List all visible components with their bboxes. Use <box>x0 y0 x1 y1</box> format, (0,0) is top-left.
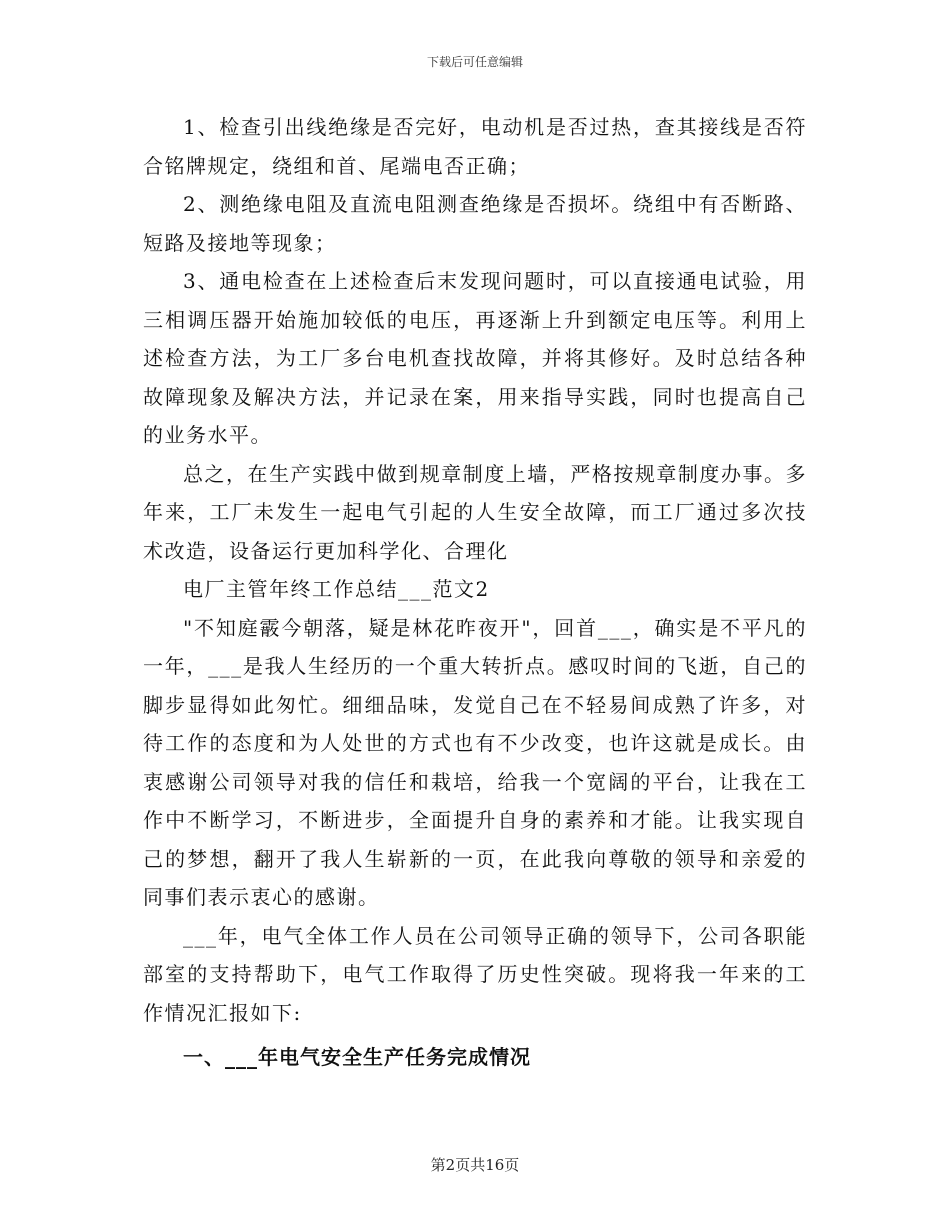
section-heading: 一、___年电气安全生产任务完成情况 <box>183 1045 531 1069</box>
paragraph-summary: 总之，在生产实践中做到规章制度上墙，严格按规章制度办事。多年来，工厂未发生一起电气引起的人生安全故障，而工厂通过多次技术改造，设备运行更加科学化、合理化 <box>143 461 807 563</box>
document-body <box>143 108 807 1077</box>
paragraph-work-report-intro: ___年，电气全体工作人员在公司领导正确的领导下，公司各职能部室的支持帮助下，电气工作取得了历史性突破。现将我一年来的工作情况汇报如下: <box>143 923 807 1025</box>
paragraph-measure-insulation: 2、测绝缘电阻及直流电阻测查绝缘是否损坏。绕组中有否断路、短路及接地等现象； <box>143 192 807 255</box>
paragraph-check-lead-insulation: 1、检查引出线绝缘是否完好，电动机是否过热，查其接线是否符合铭牌规定，绕组和首、尾端电否正确； <box>143 115 807 178</box>
paragraph-power-on-check: 3、通电检查在上述检查后末发现问题时，可以直接通电试验，用三相调压器开始施加较低的电压，再逐渐上升到额定电压等。利用上述检查方法，为工厂多台电机查找故障，并将其修好。及时总结各种故障现象及解决方法，并记录在案，用来指导实践，同时也提高自己的业务水平。 <box>143 269 807 447</box>
paragraph-sample-title: 电厂主管年终工作总结___范文2 <box>183 577 490 601</box>
page-header: 下载后可任意编辑 <box>426 55 523 69</box>
page-number: 第2页共16页 <box>430 1156 520 1174</box>
paragraph-review-year: "不知庭霰今朝落，疑是林花昨夜开"，回首___，确实是不平凡的一年，___是我人生经历的一个重大转折点。感叹时间的飞逝，自己的脚步显得如此匆忙。细细品味，发觉自己在不轻易间成熟了许多，对待工作的态度和为人处世的方式也有不少改变，也许这就是成长。由衷感谢公司领导对我的信任和栽培，给我一个宽阔的平台，让我在工作中不断学习，不断进步，全面提升自身的素养和才能。让我实现自己的梦想，翻开了我人生崭新的一页，在此我向尊敬的领导和亲爱的同事们表示衷心的感谢。 <box>143 615 807 909</box>
